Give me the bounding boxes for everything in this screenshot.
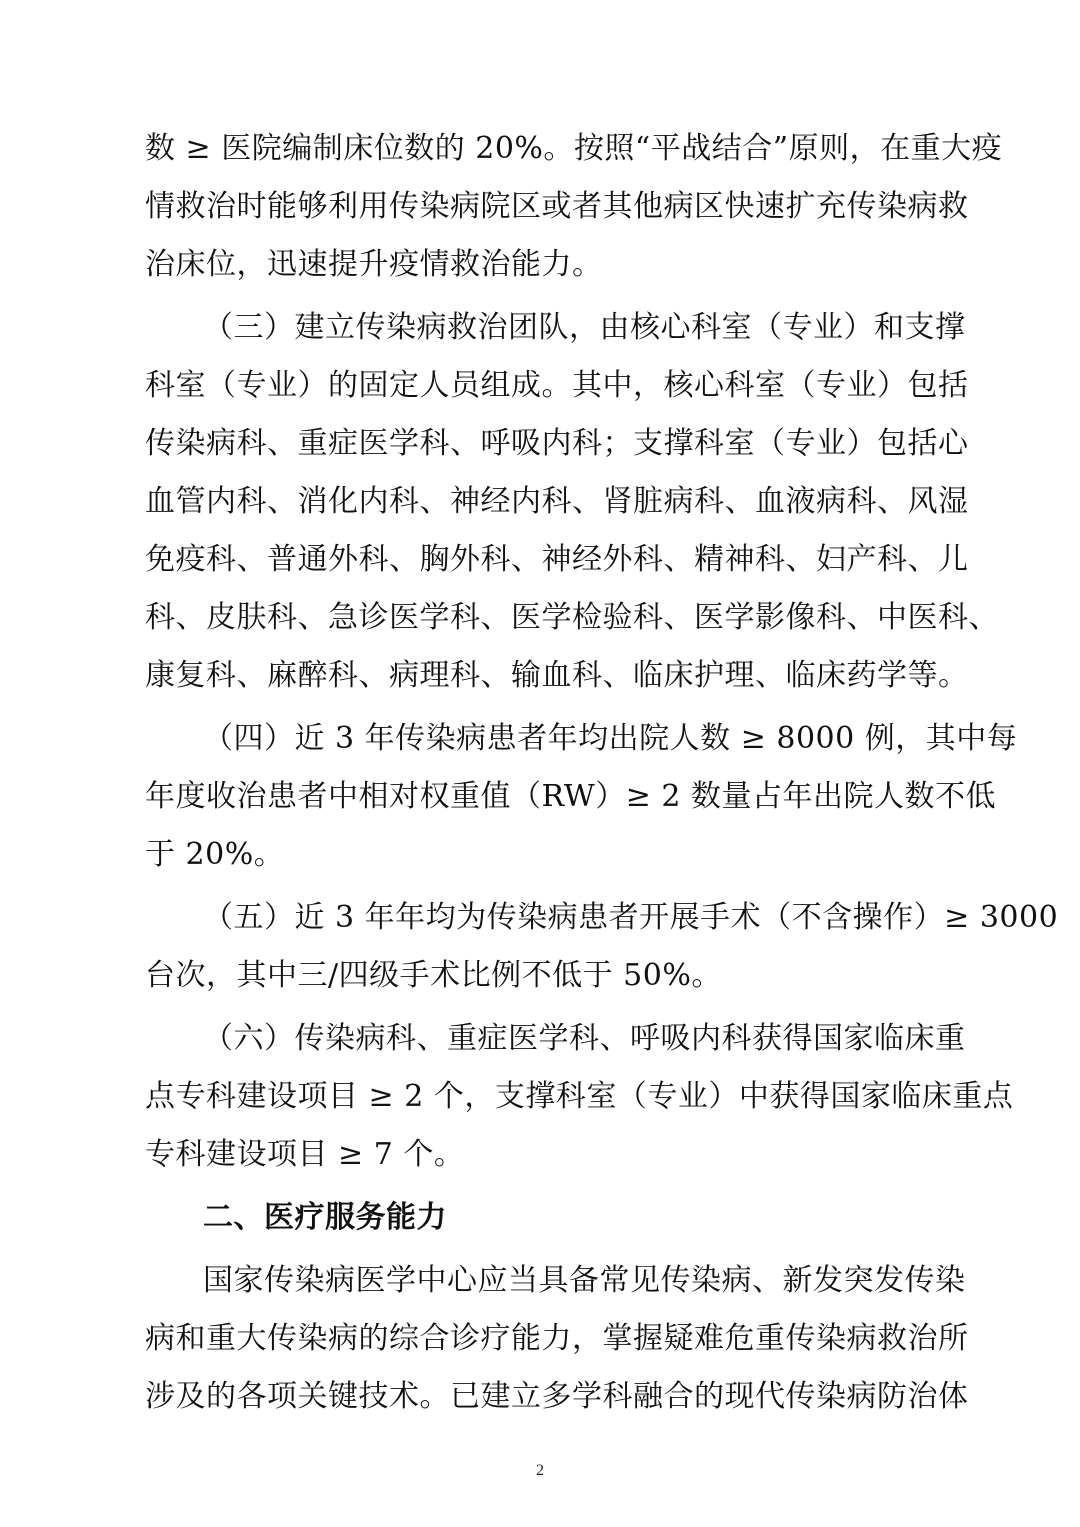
text-line: 康复科、麻醉科、病理科、输血科、临床护理、临床药学等。: [145, 658, 969, 693]
text-line: 涉及的各项关键技术。已建立多学科融合的现代传染病防治体: [145, 1379, 969, 1414]
text-line: 国家传染病医学中心应当具备常见传染病、新发突发传染: [203, 1263, 966, 1298]
text-line: 点专科建设项目 ≥ 2 个，支撑科室（专业）中获得国家临床重点: [145, 1079, 1014, 1114]
section-heading: 二、医疗服务能力: [203, 1200, 447, 1235]
paragraph-medical-service: [145, 1252, 969, 1426]
text-line: （六）传染病科、重症医学科、呼吸内科获得国家临床重: [203, 1021, 966, 1056]
text-line: 免疫科、普通外科、胸外科、神经外科、精神科、妇产科、儿: [145, 542, 969, 577]
text-line: （三）建立传染病救治团队，由核心科室（专业）和支撑: [203, 310, 966, 345]
text-line: 科、皮肤科、急诊医学科、医学检验科、医学影像科、中医科、: [145, 600, 999, 635]
text-line: 病和重大传染病的综合诊疗能力，掌握疑难危重传染病救治所: [145, 1321, 969, 1356]
text-line: 科室（专业）的固定人员组成。其中，核心科室（专业）包括: [145, 368, 969, 403]
document-body: [145, 120, 1059, 1426]
paragraph-item-5: [145, 889, 1059, 1005]
text-line: 台次，其中三/四级手术比例不低于 50%。: [145, 958, 722, 993]
paragraph-continuation: [145, 120, 1003, 294]
text-line: 血管内科、消化内科、神经内科、肾脏病科、血液病科、风湿: [145, 484, 969, 519]
text-line: 于 20%。: [145, 837, 285, 872]
text-line: 传染病科、重症医学科、呼吸内科；支撑科室（专业）包括心: [145, 426, 969, 461]
paragraph-item-3: [145, 299, 999, 705]
paragraph-item-6: [145, 1010, 1014, 1184]
text-line: 数 ≥ 医院编制床位数的 20%。按照“平战结合”原则，在重大疫: [145, 131, 1003, 166]
text-line: 年度收治患者中相对权重值（RW）≥ 2 数量占年出院人数不低: [145, 779, 997, 814]
paragraph-item-4: [145, 710, 1018, 884]
page-number: 2: [536, 1462, 544, 1479]
text-line: （五）近 3 年年均为传染病患者开展手术（不含操作）≥ 3000: [203, 900, 1059, 935]
text-line: 专科建设项目 ≥ 7 个。: [145, 1137, 465, 1172]
text-line: 情救治时能够利用传染病院区或者其他病区快速扩充传染病救: [145, 189, 969, 224]
text-line: 治床位，迅速提升疫情救治能力。: [145, 247, 603, 282]
text-line: （四）近 3 年传染病患者年均出院人数 ≥ 8000 例，其中每: [203, 721, 1018, 756]
